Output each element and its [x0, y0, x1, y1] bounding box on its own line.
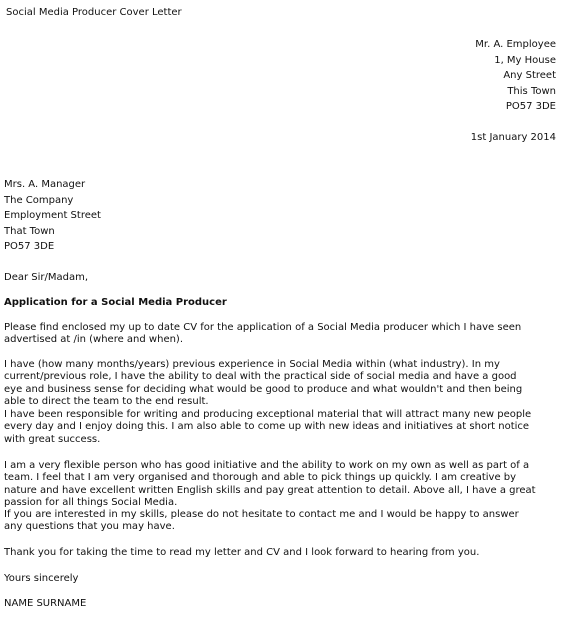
- sender-address-line: This Town: [507, 85, 556, 97]
- body-paragraph: [4, 547, 558, 559]
- sender-address-line: Any Street: [503, 70, 556, 81]
- body-paragraph: [4, 509, 558, 534]
- paragraph-line: I have been responsible for writing and producing exceptional material that will attract many new people: [4, 409, 532, 420]
- body-paragraph: [4, 409, 558, 446]
- paragraph-line: advertised at /in (where and when).: [4, 334, 184, 346]
- paragraph-line: If you are interested in my skills, please do not hesitate to contact me and I would be happy to answer: [4, 509, 519, 520]
- recipient-address: [4, 177, 101, 255]
- paragraph-line: I have (how many months/years) previous experience in Social Media within (what industry). In my: [4, 359, 500, 370]
- document-title: Social Media Producer Cover Letter: [6, 7, 182, 18]
- recipient-address-line: Employment Street: [4, 210, 101, 221]
- letter-date: 1st January 2014: [470, 132, 556, 143]
- subject-line: Application for a Social Media Producer: [4, 297, 227, 308]
- paragraph-line: Please find enclosed my up to date CV for the application of a Social Media producer which I have seen: [4, 322, 522, 333]
- body-paragraph: [4, 322, 558, 347]
- recipient-name: Mrs. A. Manager: [4, 179, 86, 190]
- signature: NAME SURNAME: [4, 598, 87, 609]
- closing: Yours sincerely: [4, 573, 79, 584]
- paragraph-line: any questions that you may have.: [4, 521, 175, 533]
- paragraph-line: team. I feel that I am very organised and thorough and able to pick things up quickly. I am creative by: [4, 472, 517, 484]
- paragraph-line: with great success.: [4, 433, 101, 445]
- sender-address: [475, 37, 556, 115]
- recipient-postcode: PO57 3DE: [4, 241, 55, 252]
- paragraph-line: passion for all things Social Media.: [4, 496, 178, 508]
- paragraph-line: Thank you for taking the time to read my letter and CV and I look forward to hearing from you.: [4, 547, 480, 558]
- paragraph-line: I am a very flexible person who has good initiative and the ability to work on my own as well as part of a: [4, 460, 530, 471]
- paragraph-line: able to direct the team to the end result.: [4, 395, 209, 407]
- paragraph-line: nature and have excellent written English skills and pay great attention to detail. Above all, I have a great: [4, 484, 536, 496]
- paragraph-line: current/previous role, I have the ability to deal with the practical side of social media and have a good: [4, 371, 517, 383]
- body-paragraph: [4, 359, 558, 408]
- recipient-address-line: That Town: [4, 225, 55, 237]
- paragraph-line: every day and I enjoy doing this. I am also able to come up with new ideas and initiatives at short notice: [4, 421, 530, 433]
- paragraph-line: eye and business sense for deciding what would be good to produce and what wouldn't and then being: [4, 383, 523, 395]
- recipient-company: The Company: [4, 194, 74, 206]
- sender-name: Mr. A. Employee: [475, 39, 556, 50]
- body-paragraph: [4, 460, 558, 509]
- sender-postcode: PO57 3DE: [505, 101, 556, 112]
- sender-address-line: 1, My House: [494, 54, 556, 66]
- salutation: Dear Sir/Madam,: [4, 272, 89, 283]
